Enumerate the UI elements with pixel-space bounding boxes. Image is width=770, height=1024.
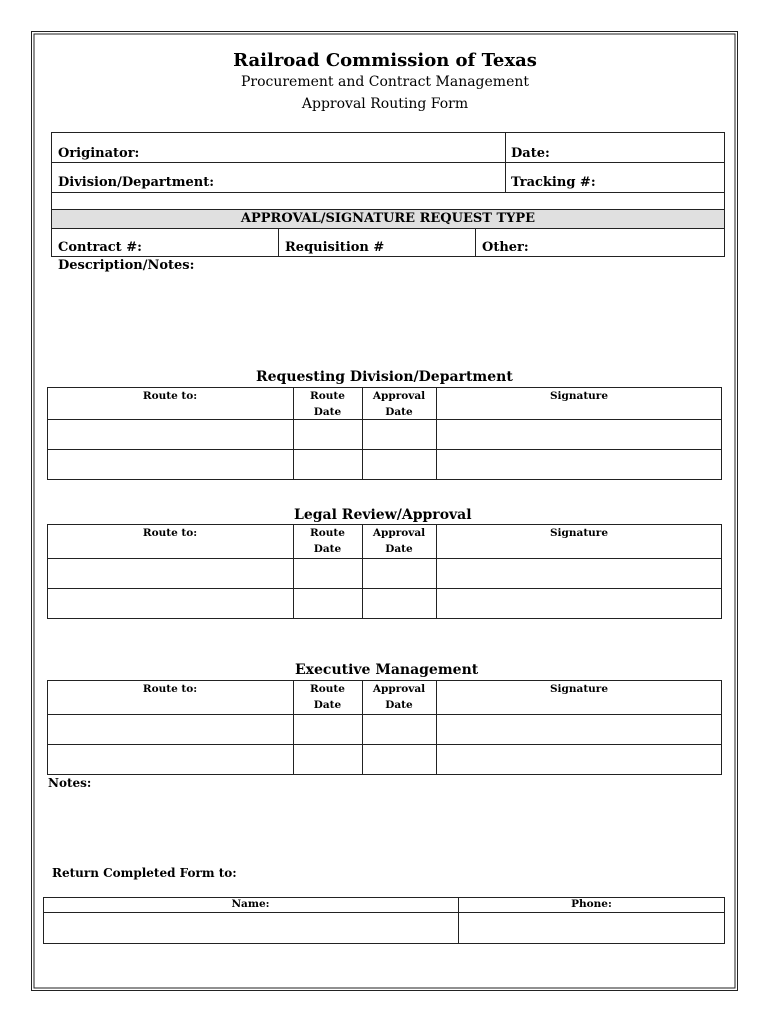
col-signature: Signature	[549, 683, 609, 695]
col-route-date-line1: Route	[310, 390, 345, 402]
form-subtitle: Procurement and Contract Management	[240, 74, 530, 90]
date-field[interactable]	[560, 140, 720, 160]
table-row[interactable]	[48, 589, 721, 618]
col-route-date-line2: Date	[313, 699, 342, 711]
table-row[interactable]	[48, 420, 721, 448]
form-name: Approval Routing Form	[301, 96, 469, 112]
name-field[interactable]	[44, 913, 457, 943]
description-label: Description/Notes:	[58, 258, 195, 273]
originator-field[interactable]	[150, 140, 500, 160]
col-route-date-line1: Route	[310, 527, 345, 539]
division-label: Division/Department:	[58, 175, 215, 190]
notes-field[interactable]	[48, 795, 722, 855]
col-approval-date-line2: Date	[385, 406, 413, 418]
tracking-field[interactable]	[605, 168, 720, 188]
col-approval-date-line2: Date	[385, 699, 413, 711]
section-title-executive: Executive Management	[295, 662, 479, 678]
col-route-to: Route to:	[142, 527, 198, 539]
col-route-date-line2: Date	[313, 543, 342, 555]
table-row[interactable]	[48, 450, 721, 479]
col-route-date-line1: Route	[310, 683, 345, 695]
col-approval-date-line1: Approval	[372, 390, 426, 402]
contract-label: Contract #:	[58, 240, 142, 255]
notes-label: Notes:	[48, 776, 92, 790]
col-signature: Signature	[549, 527, 609, 539]
table-row[interactable]	[48, 715, 721, 743]
phone-field[interactable]	[459, 913, 724, 943]
description-field[interactable]	[58, 276, 718, 366]
date-label: Date:	[511, 146, 550, 161]
col-approval-date-line1: Approval	[372, 527, 426, 539]
form-title: Railroad Commission of Texas	[233, 50, 537, 71]
return-label: Return Completed Form to:	[52, 866, 237, 880]
tracking-label: Tracking #:	[511, 175, 596, 190]
col-route-to: Route to:	[142, 683, 198, 695]
originator-label: Originator:	[58, 146, 140, 161]
requisition-label: Requisition #	[285, 240, 385, 255]
col-signature: Signature	[549, 390, 609, 402]
section-title-requesting: Requesting Division/Department	[256, 369, 513, 385]
division-field[interactable]	[232, 168, 500, 188]
col-route-date-line2: Date	[313, 406, 342, 418]
name-header: Name:	[231, 898, 270, 910]
col-route-to: Route to:	[142, 390, 198, 402]
section-title-legal: Legal Review/Approval	[294, 507, 472, 523]
table-row[interactable]	[48, 559, 721, 587]
request-type-heading: APPROVAL/SIGNATURE REQUEST TYPE	[240, 211, 536, 226]
phone-header: Phone:	[571, 898, 612, 910]
table-row[interactable]	[48, 745, 721, 774]
other-label: Other:	[482, 240, 529, 255]
col-approval-date-line2: Date	[385, 543, 413, 555]
col-approval-date-line1: Approval	[372, 683, 426, 695]
